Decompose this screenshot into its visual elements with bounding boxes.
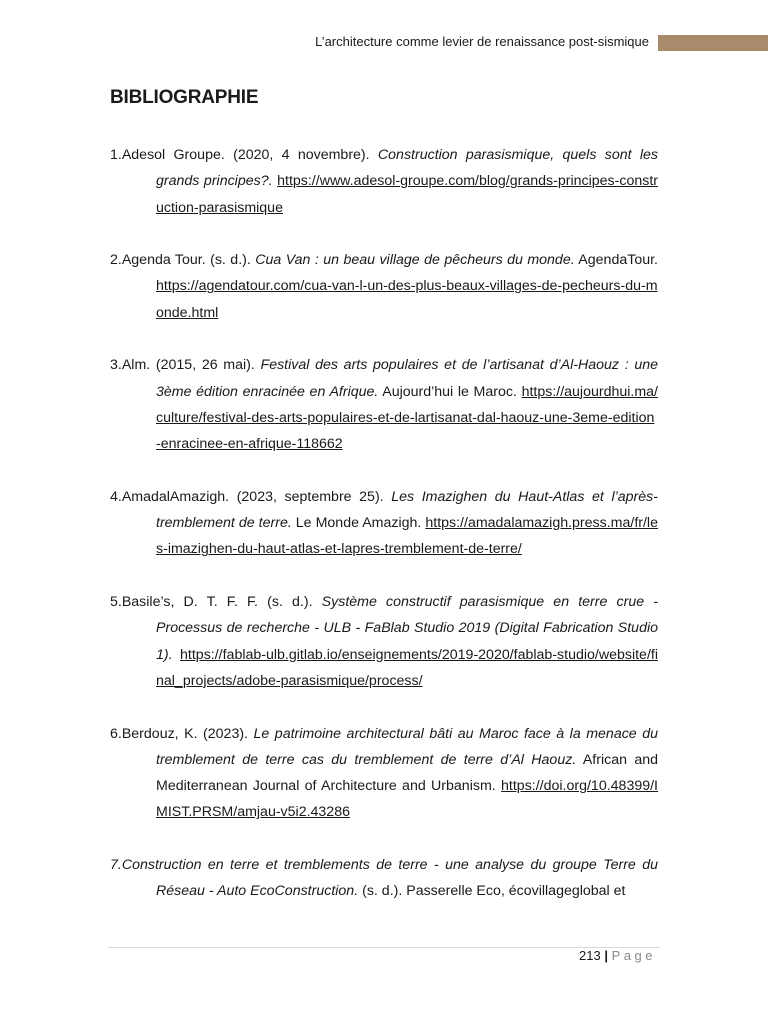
page-footer xyxy=(579,948,656,963)
reference-link[interactable]: https://aujourdhui.ma/culture/festival-des-arts-populaires-et-de-lartisanat-dal-haouz-une-3eme-edition-enracinee-en-afrique-118662 xyxy=(156,383,658,453)
bibliography-list xyxy=(110,142,658,931)
reference-source xyxy=(173,647,180,663)
reference-source: Aujourd’hui le Maroc. xyxy=(378,383,522,400)
bibliography-entry xyxy=(110,721,658,826)
footer-separator: | xyxy=(604,948,608,963)
reference-title: Les Imazighen du Haut-Atlas et l’après-tremblement de terre. xyxy=(156,488,658,532)
reference-author-date: 6.Berdouz, K. (2023). xyxy=(110,725,254,742)
reference-author-date: 3.Alm. (2015, 26 mai). xyxy=(110,357,261,374)
reference-link[interactable]: https://doi.org/10.48399/IMIST.PRSM/amjau-v5i2.43286 xyxy=(156,778,658,821)
page-label: Page xyxy=(611,948,656,963)
reference-source: African and Mediterranean Journal of Architecture and Urbanism. xyxy=(156,751,658,795)
bibliography-entry xyxy=(110,484,658,563)
reference-source: (s. d.). Passerelle Eco, écovillageglobal et xyxy=(358,883,626,900)
reference-title: Système constructif parasismique en terre crue - Processus de recherche - ULB - FaBlab Studio 2019 (Digital Fabrication Studio 1). xyxy=(156,594,658,663)
reference-link[interactable]: https://www.adesol-groupe.com/blog/grands-principes-construction-parasismique xyxy=(156,173,658,216)
reference-title: Le patrimoine architectural bâti au Maroc face à la menace du tremblement de terre cas du tremblement de terre d’Al Haouz. xyxy=(156,725,658,768)
footer-divider xyxy=(108,947,660,948)
reference-author-date: 1.Adesol Groupe. (2020, 4 novembre). xyxy=(110,147,378,163)
bibliography-entry xyxy=(110,247,658,326)
reference-source: AgendaTour. xyxy=(574,252,658,269)
bibliography-entry xyxy=(110,589,658,694)
reference-title: Construction parasismique, quels sont les grands principes?. xyxy=(156,147,659,190)
reference-title: Cua Van : un beau village de pêcheurs du monde. xyxy=(255,252,575,269)
section-title: BIBLIOGRAPHIE xyxy=(110,87,259,108)
reference-author-date: 5.Basile’s, D. T. F. F. (s. d.). xyxy=(110,594,322,611)
reference-link[interactable]: https://amadalamazigh.press.ma/fr/les-imazighen-du-haut-atlas-et-lapres-tremblement-de-terre/ xyxy=(156,515,658,558)
reference-source: Le Monde Amazigh. xyxy=(291,515,426,532)
page-number: 213 xyxy=(579,948,601,963)
reference-link[interactable]: https://agendatour.com/cua-van-l-un-des-plus-beaux-villages-de-pecheurs-du-monde.html xyxy=(156,278,658,321)
bibliography-entry xyxy=(110,142,658,221)
bibliography-entry xyxy=(110,852,658,905)
reference-link[interactable]: https://fablab-ulb.gitlab.io/enseignements/2019-2020/fablab-studio/website/final_projects/adobe-parasismique/process/ xyxy=(156,646,658,689)
reference-author-date: 2.Agenda Tour. (s. d.). xyxy=(110,252,256,269)
running-header-title: L’architecture comme levier de renaissance post-sismique xyxy=(315,34,649,49)
reference-title: Festival des arts populaires et de l’artisanat d’Al-Haouz : une 3ème édition enracinée en Afrique. xyxy=(156,357,658,400)
reference-title: 7.Construction en terre et tremblements de terre - une analyse du groupe Terre du Réseau - Auto EcoConstruction. xyxy=(110,857,658,900)
bibliography-entry xyxy=(110,352,658,457)
reference-author-date: 4.AmadalAmazigh. (2023, septembre 25). xyxy=(110,488,392,505)
header-accent-bar xyxy=(658,35,768,51)
